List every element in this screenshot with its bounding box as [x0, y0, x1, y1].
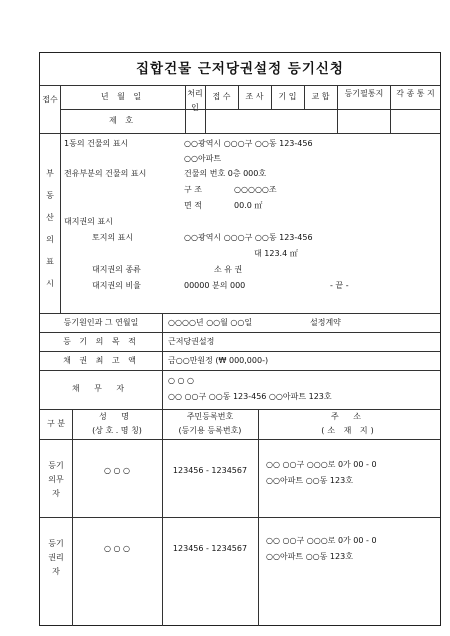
land-rights-title: 대지권의 표시	[64, 217, 113, 226]
notice-label: 등기필통지	[344, 89, 384, 98]
date-label: 년 월 일	[100, 92, 145, 101]
land-address: ○○광역시 ○○○구 ○○동 123-456	[184, 233, 313, 242]
step-collation: 교 합	[311, 92, 330, 101]
form-title: 집합건물 근저당권설정 등기신청	[136, 61, 344, 77]
address-subheader: (소 재 지)	[321, 426, 377, 435]
right-type-label: 대지권의 종류	[92, 265, 141, 274]
max-amount-label: 채 권 최 고 액	[63, 356, 139, 365]
obligee-address-line1: ○○ ○○구 ○○○로 0가 00 - 0	[266, 536, 377, 545]
rule	[162, 409, 163, 626]
id-subheader: (등기용 등록번호)	[178, 426, 242, 435]
end-mark: - 끝 -	[330, 281, 349, 290]
processing-label: 처리인	[187, 89, 203, 112]
right-type-value: 소 유 권	[214, 265, 243, 274]
rule	[40, 313, 440, 314]
registration-form	[39, 52, 441, 626]
cause-value: 설정계약	[310, 318, 341, 327]
obligee-id: 123456 - 1234567	[172, 544, 248, 553]
rule	[258, 409, 259, 626]
debtor-name: ○ ○ ○	[168, 376, 195, 385]
address-header: 주 소	[331, 412, 367, 421]
rule	[390, 85, 391, 133]
rule	[162, 313, 163, 370]
rule	[40, 409, 440, 410]
debtor-address: ○○ ○○구 ○○동 123-456 ○○아파트 123호	[168, 392, 332, 401]
rule	[162, 370, 163, 409]
structure-label: 구 조	[184, 185, 202, 194]
number-label: 제 호	[109, 116, 136, 125]
unit-title: 전유부분의 건물의 표시	[64, 169, 147, 178]
rule	[72, 409, 73, 626]
step-entry: 기 입	[278, 92, 297, 101]
land-label: 토지의 표시	[92, 233, 134, 242]
property-section-label: 부동산의표시	[46, 169, 54, 288]
reception-label: 접수	[42, 95, 58, 104]
obligor-address-line1: ○○ ○○구 ○○○로 0가 00 - 0	[266, 460, 377, 469]
rule	[337, 85, 338, 133]
cause-label: 등기원인과 그 연월일	[63, 318, 139, 327]
rule	[40, 370, 440, 371]
building-title: 1동의 건물의 표시	[64, 139, 129, 148]
building-address: ○○광역시 ○○○구 ○○동 123-456	[184, 139, 313, 148]
obligor-role: 등기의무자	[48, 461, 64, 498]
cause-date: ○○○○년 ○○월 ○○일	[168, 318, 253, 327]
obligor-name: ○ ○ ○	[103, 466, 131, 475]
obligee-address-line2: ○○아파트 ○○동 123호	[266, 552, 353, 561]
debtor-label: 채 무 자	[71, 384, 131, 393]
rule	[40, 351, 440, 352]
rule	[40, 133, 440, 134]
rule	[40, 517, 440, 518]
step-inspection: 조 사	[245, 92, 264, 101]
building-name: ○○아파트	[184, 154, 222, 163]
unit-number: 건물의 번호 0층 000호	[184, 169, 267, 178]
purpose-label: 등 기 의 목 적	[63, 337, 139, 346]
division-label: 구 분	[47, 419, 65, 428]
rule	[40, 332, 440, 333]
name-subheader: (상 호 . 명 칭)	[92, 426, 142, 435]
max-amount-value: 금○○만원정 (₩ 000,000-)	[168, 356, 269, 365]
area-value: 00.0 ㎡	[234, 201, 263, 210]
obligee-name: ○ ○ ○	[103, 544, 131, 553]
structure-value: ○○○○○조	[234, 185, 277, 194]
right-ratio-value: 00000 분의 000	[184, 281, 246, 290]
obligor-id: 123456 - 1234567	[172, 466, 248, 475]
obligor-address-line2: ○○아파트 ○○동 123호	[266, 476, 353, 485]
area-label: 면 적	[184, 201, 202, 210]
rule	[40, 85, 440, 86]
right-ratio-label: 대지권의 비율	[92, 281, 141, 290]
name-header: 성 명	[99, 412, 135, 421]
rule	[40, 439, 440, 440]
each-notice-label: 각 종 통 지	[396, 89, 435, 98]
purpose-value: 근저당권설정	[168, 337, 215, 346]
land-area: 대 123.4 ㎡	[254, 249, 298, 258]
step-reception: 접 수	[212, 92, 231, 101]
obligee-role: 등기권리자	[48, 539, 64, 576]
id-header: 주민등록번호	[186, 412, 234, 421]
rule	[60, 109, 440, 110]
rule	[60, 133, 61, 313]
